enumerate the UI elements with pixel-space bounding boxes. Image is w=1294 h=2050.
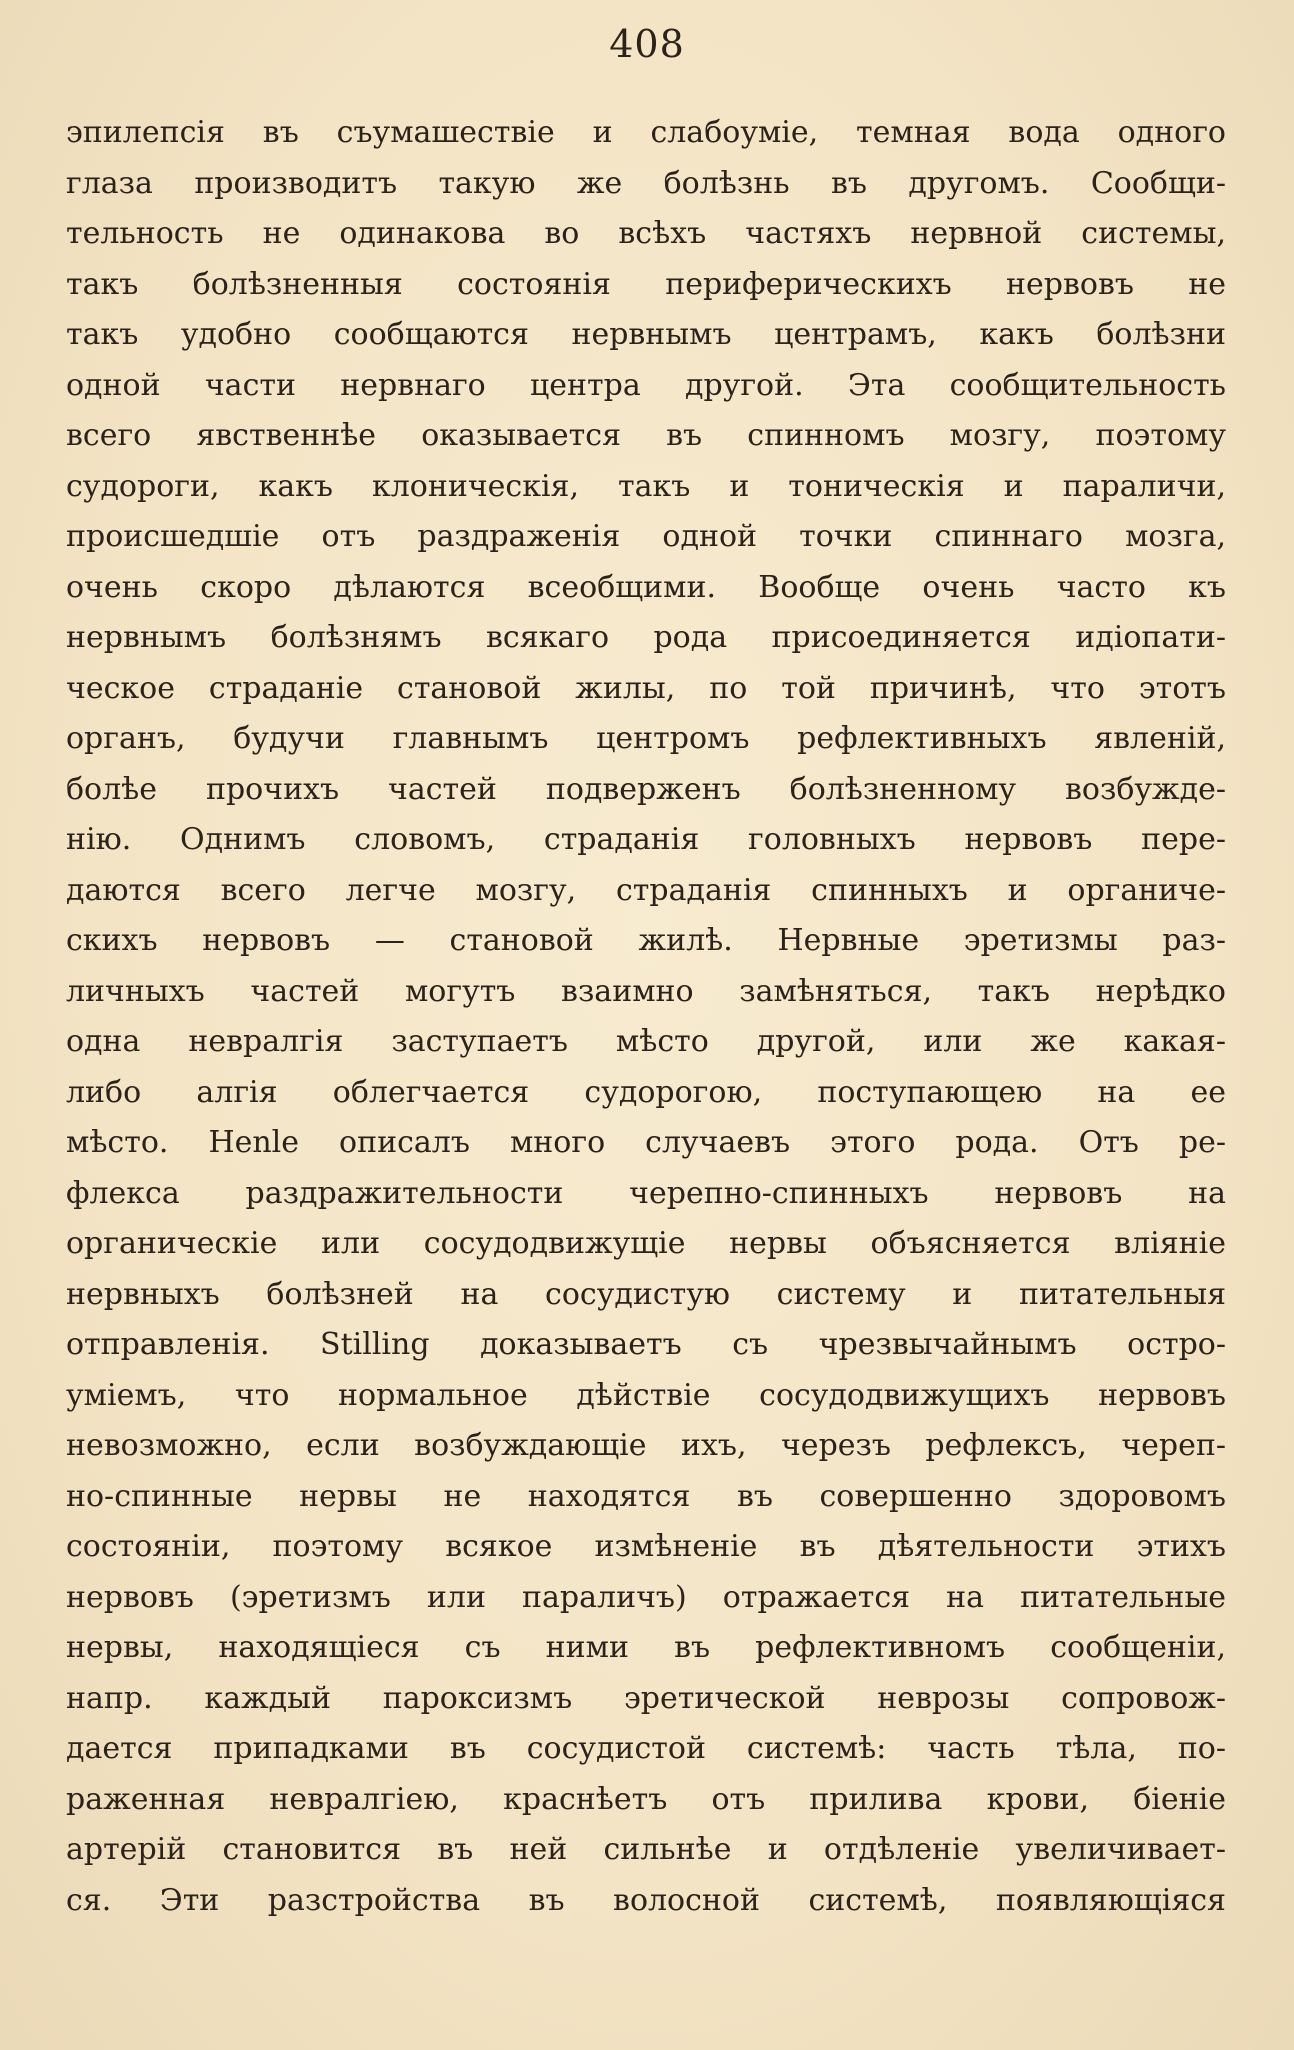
text-line: болѣе прочихъ частей подверженъ болѣзненному возбужде-	[66, 771, 1226, 807]
text-line: происшедшіе отъ раздраженія одной точки спиннаго мозга,	[66, 519, 1226, 554]
text-line: глаза производитъ такую же болѣзнь въ другомъ. Сообщи-	[66, 165, 1226, 201]
text-line: такъ удобно сообщаются нервнымъ центрамъ, какъ болѣзни	[66, 317, 1226, 352]
text-line: либо алгія облегчается судорогою, поступающею на ее	[66, 1074, 1226, 1110]
text-line: эпилепсія въ съумашествіе и слабоуміе, темная вода одного	[66, 115, 1226, 150]
text-line: невозможно, если возбуждающіе ихъ, черезъ рефлексъ, череп-	[66, 1428, 1226, 1463]
text-line: даются всего легче мозгу, страданія спинныхъ и органиче-	[66, 872, 1226, 908]
text-line: флекса раздражительности черепно-спинныхъ нервовъ на	[66, 1175, 1226, 1211]
text-line: нервы, находящіеся съ ними въ рефлективномъ сообщеніи,	[66, 1630, 1226, 1665]
text-line: состояніи, поэтому всякое измѣненіе въ дѣятельности этихъ	[66, 1529, 1226, 1564]
text-line: личныхъ частей могутъ взаимно замѣняться, такъ нерѣдко	[66, 973, 1226, 1009]
text-line: скихъ нервовъ — становой жилѣ. Нервные эретизмы раз-	[66, 923, 1226, 958]
text-line: очень скоро дѣлаются всеобщими. Вообще очень часто къ	[66, 569, 1226, 605]
text-line: одна невралгія заступаетъ мѣсто другой, или же какая-	[66, 1024, 1226, 1059]
text-line: уміемъ, что нормальное дѣйствіе сосудодвижущихъ нервовъ	[66, 1377, 1226, 1413]
text-line: судороги, какъ клоническія, такъ и тоническія и параличи,	[66, 468, 1226, 504]
text-line: отправленія. Stilling доказываетъ съ чрезвычайнымъ остро-	[66, 1327, 1226, 1362]
text-line: одной части нервнаго центра другой. Эта сообщительность	[66, 367, 1226, 403]
text-line: напр. каждый пароксизмъ эретической неврозы сопровож-	[66, 1680, 1226, 1716]
text-line: нію. Однимъ словомъ, страданія головныхъ нервовъ пере-	[66, 822, 1226, 857]
text-line: нервныхъ болѣзней на сосудистую систему и питательныя	[66, 1276, 1226, 1312]
text-line: нервовъ (эретизмъ или параличъ) отражается на питательные	[66, 1579, 1226, 1615]
text-line: ся. Эти разстройства въ волосной системѣ, появляющіяся	[66, 1882, 1226, 1918]
text-line: всего явственнѣе оказывается въ спинномъ мозгу, поэтому	[66, 418, 1226, 453]
text-line: но-спинные нервы не находятся въ совершенно здоровомъ	[66, 1478, 1226, 1514]
text-line: ческое страданіе становой жилы, по той причинѣ, что этотъ	[66, 670, 1226, 706]
page-number: 408	[609, 22, 685, 66]
text-line: раженная невралгіею, краснѣетъ отъ прилива крови, біеніе	[66, 1781, 1226, 1817]
body-text	[66, 108, 1226, 1926]
text-line: дается припадками въ сосудистой системѣ: часть тѣла, по-	[66, 1731, 1226, 1766]
text-line: мѣсто. Henle описалъ много случаевъ этого рода. Отъ ре-	[66, 1125, 1226, 1160]
text-line: такъ болѣзненныя состоянія периферическихъ нервовъ не	[66, 266, 1226, 302]
text-line: органъ, будучи главнымъ центромъ рефлективныхъ явленій,	[66, 721, 1226, 756]
text-line: тельность не одинакова во всѣхъ частяхъ нервной системы,	[66, 216, 1226, 251]
text-line: нервнымъ болѣзнямъ всякаго рода присоединяется идіопати-	[66, 620, 1226, 655]
text-line: органическіе или сосудодвижущіе нервы объясняется вліяніе	[66, 1226, 1226, 1261]
text-line: артерій становится въ ней сильнѣе и отдѣленіе увеличивает-	[66, 1832, 1226, 1867]
